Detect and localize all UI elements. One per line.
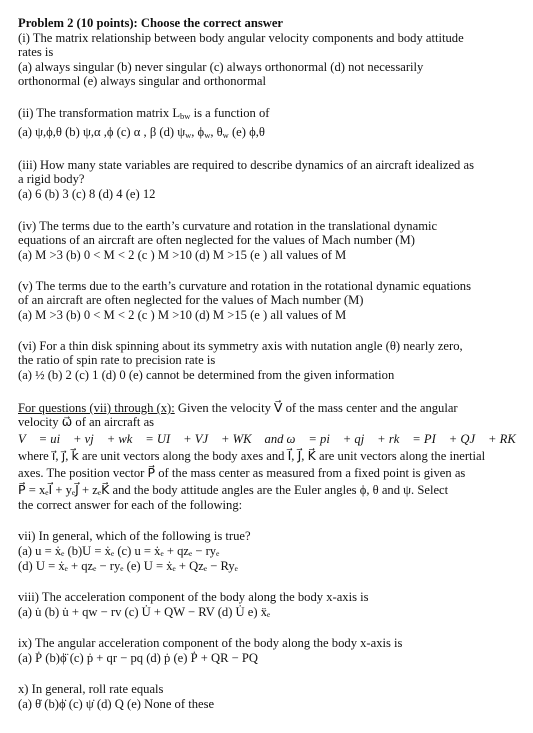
q7-options-line1: (a) u = ẋₑ (b)U = ẋₑ (c) u = ẋₑ + qzₑ − ryₑ bbox=[18, 544, 220, 558]
q8-options: (a) u̇ (b) u̇ + qw − rv (c) U̇ + QW − RV (d) U̇ e) ẍₑ bbox=[18, 605, 271, 619]
q2-options-tail: (e) ϕ,θ bbox=[228, 125, 265, 139]
q2-text bbox=[18, 106, 269, 120]
q4-text-line2: equations of an aircraft are often neglected for the values of Mach number (M) bbox=[18, 233, 415, 247]
problem-title: Problem 2 (10 points): Choose the correct answer bbox=[18, 16, 284, 30]
q10-text: x) In general, roll rate equals bbox=[18, 682, 164, 696]
intro-line5: P⃗ = xₑI⃗ + yₑJ⃗ + zₑK⃗ and the body attitude angles are the Euler angles ϕ, θ and ψ. Select bbox=[18, 483, 449, 497]
q8-text: viii) The acceleration component of the body along the body x-axis is bbox=[18, 590, 369, 604]
q6-options: (a) ½ (b) 2 (c) 1 (d) 0 (e) cannot be determined from the given information bbox=[18, 368, 395, 382]
intro-line1 bbox=[18, 401, 458, 415]
q3-text-line2: a rigid body? bbox=[18, 172, 85, 186]
q2-options bbox=[18, 125, 265, 139]
q4-text-line1: (iv) The terms due to the earth’s curvature and rotation in the translational dynamic bbox=[18, 219, 438, 233]
q2-options-main: (a) ψ,ϕ,θ (b) ψ,α ,ϕ (c) α , β (d) ψ bbox=[18, 125, 186, 139]
q6-text-line1: (vi) For a thin disk spinning about its symmetry axis with nutation angle (θ) nearly zero, bbox=[18, 339, 463, 353]
q2-sub-w2: w bbox=[204, 130, 211, 140]
q2-sep2: , θ bbox=[210, 125, 223, 139]
q1-options-line2: orthonormal (e) always singular and orthonormal bbox=[18, 74, 266, 88]
q2-subscript: bw bbox=[180, 111, 191, 121]
intro-line2: velocity ω⃗ of an aircraft as bbox=[18, 415, 155, 429]
q2-text-tail: is a function of bbox=[190, 106, 270, 120]
q7-text: vii) In general, which of the following is true? bbox=[18, 529, 251, 543]
q3-text-line1: (iii) How many state variables are required to describe dynamics of an aircraft idealized as bbox=[18, 158, 474, 172]
q1-text-line1: (i) The matrix relationship between body angular velocity components and body attitude bbox=[18, 31, 464, 45]
q9-text: ix) The angular acceleration component of the body along the body x-axis is bbox=[18, 636, 403, 650]
intro-line3: where i⃗, j⃗, k⃗ are unit vectors along the body axes and I⃗, J⃗, K⃗ are unit vectors along the inertial bbox=[18, 449, 486, 463]
q1-text-line2: rates is bbox=[18, 45, 54, 59]
q2-sub-w3: w bbox=[222, 130, 229, 140]
q2-text-main: (ii) The transformation matrix L bbox=[18, 106, 181, 120]
q5-text-line2: of an aircraft are often neglected for the values of Mach number (M) bbox=[18, 293, 364, 307]
q10-options: (a) θ̇ (b)ϕ̇ (c) ψ̇ (d) Q (e) None of these bbox=[18, 697, 215, 711]
velocity-equation: V⃗ = ui⃗ + vj⃗ + wk⃗ = UI⃗ + VJ⃗ + WK⃗ and ω⃗ = pi⃗ + qj⃗ + rk⃗ = PI⃗ + QJ⃗ + RK⃗ bbox=[18, 432, 526, 446]
q5-text-line1: (v) The terms due to the earth’s curvature and rotation in the rotational dynamic equations bbox=[18, 279, 471, 293]
q4-options: (a) M >3 (b) 0 < M < 2 (c ) M >10 (d) M >15 (e ) all values of M bbox=[18, 248, 347, 262]
q5-options: (a) M >3 (b) 0 < M < 2 (c ) M >10 (d) M >15 (e ) all values of M bbox=[18, 308, 347, 322]
intro-lead: For questions (vii) through (x): bbox=[18, 401, 175, 415]
q3-options: (a) 6 (b) 3 (c) 8 (d) 4 (e) 12 bbox=[18, 187, 156, 201]
intro-line6: the correct answer for each of the following: bbox=[18, 498, 243, 512]
q6-text-line2: the ratio of spin rate to precision rate is bbox=[18, 353, 216, 367]
q9-options: (a) Ṗ (b)ϕ̈ (c) ṗ + qr − pq (d) ṗ (e) Ṗ + QR − PQ bbox=[18, 651, 258, 665]
q7-options-line2: (d) U = ẋₑ + qzₑ − ryₑ (e) U = ẋₑ + Qzₑ − Ryₑ bbox=[18, 559, 238, 573]
q2-sub-w1: w bbox=[185, 130, 192, 140]
q1-options-line1: (a) always singular (b) never singular (c) always orthonormal (d) not necessarily bbox=[18, 60, 424, 74]
intro-line4: axes. The position vector P⃗ of the mass center as measured from a fixed point is given as bbox=[18, 466, 466, 480]
q2-sep1: , ϕ bbox=[191, 125, 205, 139]
intro-text1: Given the velocity V⃗ of the mass center and the angular bbox=[174, 401, 458, 415]
